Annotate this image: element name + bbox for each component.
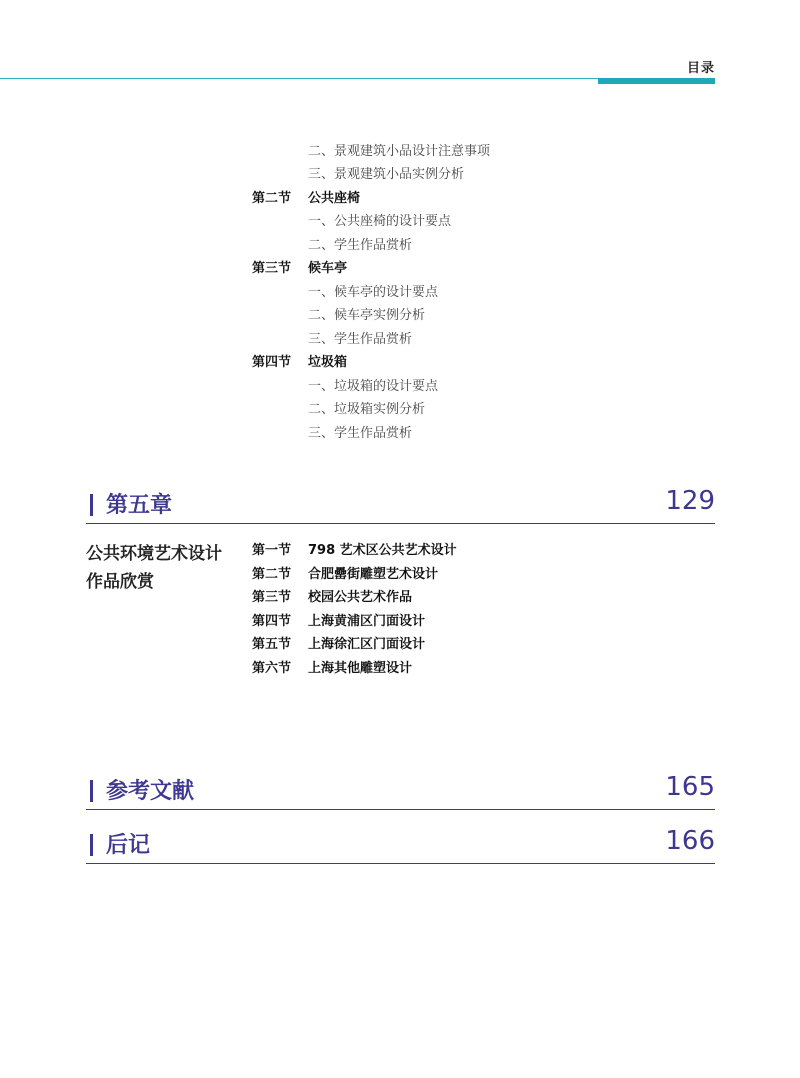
chapter-rule [86, 523, 715, 524]
section-label: 合肥罍街雕塑艺术设计 [308, 567, 439, 582]
section-number: 第五节 [252, 637, 292, 652]
section-number: 第三节 [252, 261, 292, 276]
section-label: 798 艺术区公共艺术设计 [308, 543, 457, 558]
references-heading[interactable] [86, 770, 715, 810]
afterword-page: 166 [665, 826, 715, 856]
chapter-5-subtitle [86, 540, 246, 596]
chapter-page: 129 [665, 486, 715, 516]
chapter-title: 第五章 [106, 493, 173, 518]
entry-label: 二、学生作品赏析 [308, 238, 413, 253]
section-label: 校园公共艺术作品 [308, 590, 413, 605]
section-label: 上海徐汇区门面设计 [308, 637, 426, 652]
entry-label: 二、景观建筑小品设计注意事项 [308, 144, 491, 159]
section-number: 第二节 [252, 191, 292, 206]
section-number: 第四节 [252, 614, 292, 629]
section-number: 第四节 [252, 355, 292, 370]
entry-label: 二、垃圾箱实例分析 [308, 402, 426, 417]
chapter-marker [90, 494, 93, 516]
entry-label: 三、学生作品赏析 [308, 332, 413, 347]
section-number: 第一节 [252, 543, 292, 558]
references-title: 参考文献 [106, 779, 195, 804]
references-rule [86, 809, 715, 810]
afterword-title: 后记 [106, 833, 151, 858]
entry-label: 二、候车亭实例分析 [308, 308, 426, 323]
entry-label: 一、垃圾箱的设计要点 [308, 379, 439, 394]
header-title: 目录 [686, 61, 715, 76]
section-label: 公共座椅 [308, 191, 361, 206]
section-number: 第六节 [252, 661, 292, 676]
chapter-marker [90, 834, 93, 856]
entry-label: 三、景观建筑小品实例分析 [308, 167, 465, 182]
header-accent-bar [598, 78, 715, 84]
section-label: 上海其他雕塑设计 [308, 661, 413, 676]
header-rule [0, 78, 598, 79]
section-label: 垃圾箱 [308, 355, 348, 370]
references-page: 165 [665, 772, 715, 802]
section-label: 上海黄浦区门面设计 [308, 614, 426, 629]
entry-label: 一、公共座椅的设计要点 [308, 214, 452, 229]
chapter-marker [90, 780, 93, 802]
entry-label: 三、学生作品赏析 [308, 426, 413, 441]
entry-label: 一、候车亭的设计要点 [308, 285, 439, 300]
subtitle-line-1: 公共环境艺术设计 [86, 544, 222, 564]
chapter-5-heading[interactable] [86, 484, 715, 524]
afterword-heading[interactable] [86, 824, 715, 864]
afterword-rule [86, 863, 715, 864]
section-number: 第二节 [252, 567, 292, 582]
subtitle-line-2: 作品欣赏 [86, 572, 154, 592]
section-label: 候车亭 [308, 261, 348, 276]
section-number: 第三节 [252, 590, 292, 605]
